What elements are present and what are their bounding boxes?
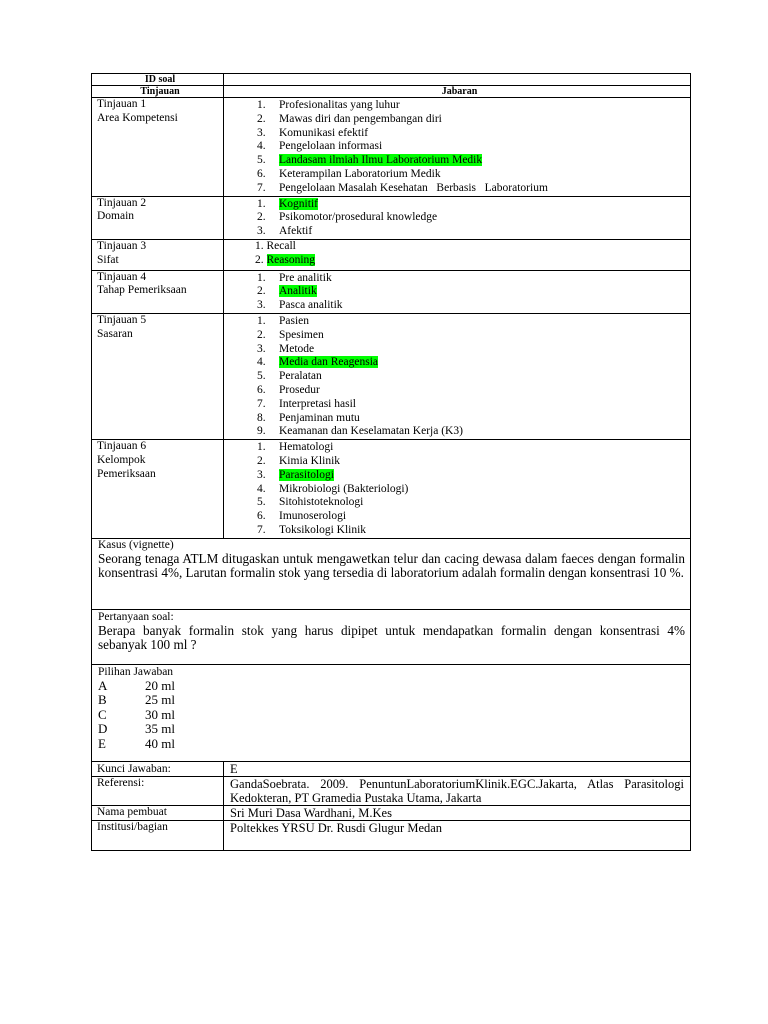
list-item: 3. Komunikasi efektif [257,126,369,139]
tinjauan-title: Tinjauan 2 [97,196,147,209]
institusi-label: Institusi/bagian [92,820,224,850]
kasus-text: Seorang tenaga ATLM ditugaskan untuk mengawetkan telur dan cacing dewasa dalam faeces dengan formalin konsentrasi 4%, Larutan formalin stok yang tersedia di laboratorium adalah formalin dengan konsentrasi 10 %. [98,550,685,581]
list-item-selected: 4. Media dan Reagensia [257,356,378,369]
jabaran-cell [224,196,691,239]
list-item: 7. Toksikologi Klinik [257,523,367,536]
jabaran-cell [224,239,691,270]
jabaran-cell [224,98,691,197]
pertanyaan-cell [92,609,691,664]
referensi-value: GandaSoebrata. 2009. PenuntunLaboratoriumKlinik.EGC.Jakarta, Atlas Parasitologi Kedokteran, PT Gramedia Pustaka Utama, Jakarta [224,776,691,805]
pilihan-cell [92,664,691,761]
tinjauan-subtitle: Tahap Pemeriksaan [97,284,187,297]
pertanyaan-label: Pertanyaan soal: [98,610,174,623]
list-item: 1. Pasien [257,314,310,327]
list-item-selected: 2. Analitik [257,285,317,298]
tinjauan-header: Tinjauan [92,86,224,98]
answer-option: E 40 ml [98,735,175,751]
list-item: 2. Mawas diri dan pengembangan diri [257,112,442,125]
kunci-row [92,761,691,776]
tinjauan-cell [92,440,224,539]
list-item: 9. Keamanan dan Keselamatan Kerja (K3) [257,425,463,438]
tinjauan-subtitle: Domain [97,210,135,223]
list-item-selected: 2. Reasoning [255,253,316,266]
pembuat-value: Sri Muri Dasa Wardhani, M.Kes [224,805,691,820]
tinjauan-row [92,313,691,439]
referensi-label: Referensi: [92,776,224,805]
kunci-label: Kunci Jawaban: [92,761,224,776]
list-item: 8. Penjaminan mutu [257,411,360,424]
pertanyaan-text: Berapa banyak formalin stok yang harus dipipet untuk mendapatkan formalin dengan konsentrasi 4% sebanyak 100 ml ? [98,622,685,653]
list-item: 5. Peralatan [257,370,322,383]
list-item: 4. Pengelolaan informasi [257,140,383,153]
tinjauan-subtitle: Kelompok [97,453,146,466]
list-item-selected: 1. Kognitif [257,197,318,210]
kunci-value: E [224,761,691,776]
kasus-cell [92,538,691,609]
list-item-selected: 3. Parasitologi [257,468,334,481]
pembuat-label: Nama pembuat [92,805,224,820]
list-item: 1. Recall [255,239,296,252]
list-item: 1. Profesionalitas yang luhur [257,99,400,111]
list-item: 7. Pengelolaan Masalah Kesehatan Berbasis Laboratorium [257,181,548,194]
list-item: 6. Keterampilan Laboratorium Medik [257,167,441,180]
tinjauan-cell [92,313,224,439]
pilihan-label: Pilihan Jawaban [98,665,174,678]
answer-option: C 30 ml [98,706,175,722]
list-item: 1. Pre analitik [257,271,332,284]
jabaran-cell [224,270,691,313]
list-item: 4. Mikrobiologi (Bakteriologi) [257,482,409,495]
pembuat-row [92,805,691,820]
answer-option: A 20 ml [98,677,175,693]
list-item-selected: 5. Landasam ilmiah Ilmu Laboratorium Medik [257,154,483,167]
tinjauan-title: Tinjauan 3 [97,239,147,252]
tinjauan-subtitle: Sifat [97,253,119,266]
tinjauan-row [92,239,691,270]
tinjauan-subtitle: Pemeriksaan [97,467,156,480]
jabaran-cell [224,313,691,439]
tinjauan-cell [92,196,224,239]
id-soal-row [92,74,691,86]
jabaran-cell [224,440,691,539]
tinjauan-cell [92,239,224,270]
answer-option: B 25 ml [98,692,175,708]
tinjauan-title: Tinjauan 1 [97,98,147,110]
list-item: 3. Metode [257,342,315,355]
tinjauan-row [92,440,691,539]
tinjauan-cell [92,98,224,197]
pilihan-row [92,664,691,761]
list-item: 6. Imunoserologi [257,510,347,523]
institusi-row [92,820,691,850]
kasus-label: Kasus (vignette) [98,538,174,551]
tinjauan-title: Tinjauan 6 [97,440,147,453]
tinjauan-row [92,98,691,197]
header-row [92,86,691,98]
list-item: 2. Psikomotor/prosedural knowledge [257,211,438,224]
tinjauan-subtitle: Sasaran [97,327,133,340]
jabaran-header: Jabaran [224,86,691,98]
referensi-row [92,776,691,805]
tinjauan-title: Tinjauan 5 [97,313,147,326]
list-item: 3. Afektif [257,225,313,238]
institusi-value: Poltekkes YRSU Dr. Rusdi Glugur Medan [224,820,691,850]
tinjauan-row [92,196,691,239]
list-item: 2. Kimia Klinik [257,454,341,467]
tinjauan-cell [92,270,224,313]
tinjauan-title: Tinjauan 4 [97,270,147,283]
tinjauan-subtitle: Area Kompetensi [97,111,178,124]
list-item: 7. Interpretasi hasil [257,397,356,410]
list-item: 2. Spesimen [257,328,324,341]
kasus-row [92,538,691,609]
id-soal-value [224,74,691,86]
id-soal-label: ID soal [92,74,224,86]
tinjauan-row [92,270,691,313]
question-form-table [91,73,691,851]
list-item: 1. Hematologi [257,441,334,454]
list-item: 3. Pasca analitik [257,299,343,312]
answer-option: D 35 ml [98,721,175,737]
list-item: 6. Prosedur [257,383,320,396]
pertanyaan-row [92,609,691,664]
list-item: 5. Sitohistoteknologi [257,496,364,509]
